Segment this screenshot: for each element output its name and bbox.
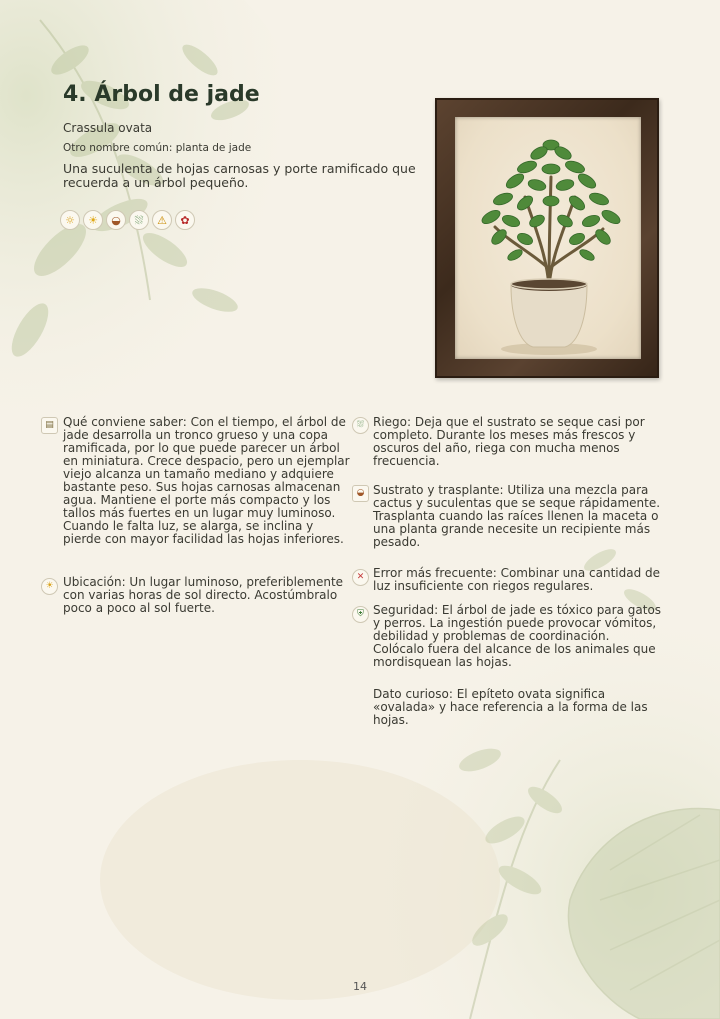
picture-frame [435,98,659,378]
location-sun-icon: ☀ [41,578,58,595]
section-riego: Riego: Deja que el sustrato se seque casi por completo. Durante los meses más frescos y oscuros del año, riega con mucha menos frecuencia. [373,415,645,468]
watering-can-icon: ⛆ [129,210,149,230]
jade-plant-illustration [455,117,641,359]
page-number: 14 [353,980,367,993]
warning-icon: ⚠ [152,210,172,230]
shield-icon: ⛨ [352,606,369,623]
sun-icon: ☀ [83,210,103,230]
pot-icon: ◒ [106,210,126,230]
watering-icon: ⛆ [352,417,369,434]
scientific-name: Crassula ovata [63,121,153,135]
section-seguridad: Seguridad: El árbol de jade es tóxico para gatos y perros. La ingestión puede provocar vómitos, debilidad y problemas de coordinación. Colócalo fuera del alcance de los animales que mordisquean las hojas. [373,603,662,669]
section-ubicacion: Ubicación: Un lugar luminoso, preferiblemente con varias horas de sol directo. Acostúmbralo poco a poco al sol fuerte. [63,575,344,615]
section-dato-curioso: Dato curioso: El epíteto ovata significa «ovalada» y hace referencia a la forma de las hojas. [373,687,648,727]
care-icons-row [60,210,195,230]
section-sustrato-trasplante: Sustrato y trasplante: Utiliza una mezcla para cactus y suculentas que se seque rápidamente. Trasplanta cuando las raíces llenen la maceta o una planta grande necesite un recipiente más pesado. [373,483,661,549]
section-que-conviene-saber: Qué conviene saber: Con el tiempo, el árbol de jade desarrolla un tronco grueso y una copa ramificada, por lo que puede parecer un árbol en miniatura. Crece despacio, pero un ejemplar viejo alcanza un tamaño mediano y adquiere bastante peso. Sus hojas carnosas almacenan agua. Mantiene el porte más compacto y los tallos más fuertes en un lugar muy luminoso. Cuando le falta luz, se alarga, se inclina y pierde con mayor facilidad las hojas inferiores. [63,415,350,546]
error-icon: ✕ [352,569,369,586]
book-icon: ▤ [41,417,58,434]
section-error-frecuente: Error más frecuente: Combinar una cantidad de luz insuficiente con riegos regulares. [373,566,661,593]
soil-pot-icon: ◒ [352,485,369,502]
paw-icon: ✿ [175,210,195,230]
other-common-name: Otro nombre común: planta de jade [63,142,252,154]
sun-icon: ☼ [60,210,80,230]
jade-plant-icon [455,117,641,359]
page-title: 4. Árbol de jade [63,82,260,107]
plant-description: Una suculenta de hojas carnosas y porte ramificado que recuerda a un árbol pequeño. [63,161,416,190]
